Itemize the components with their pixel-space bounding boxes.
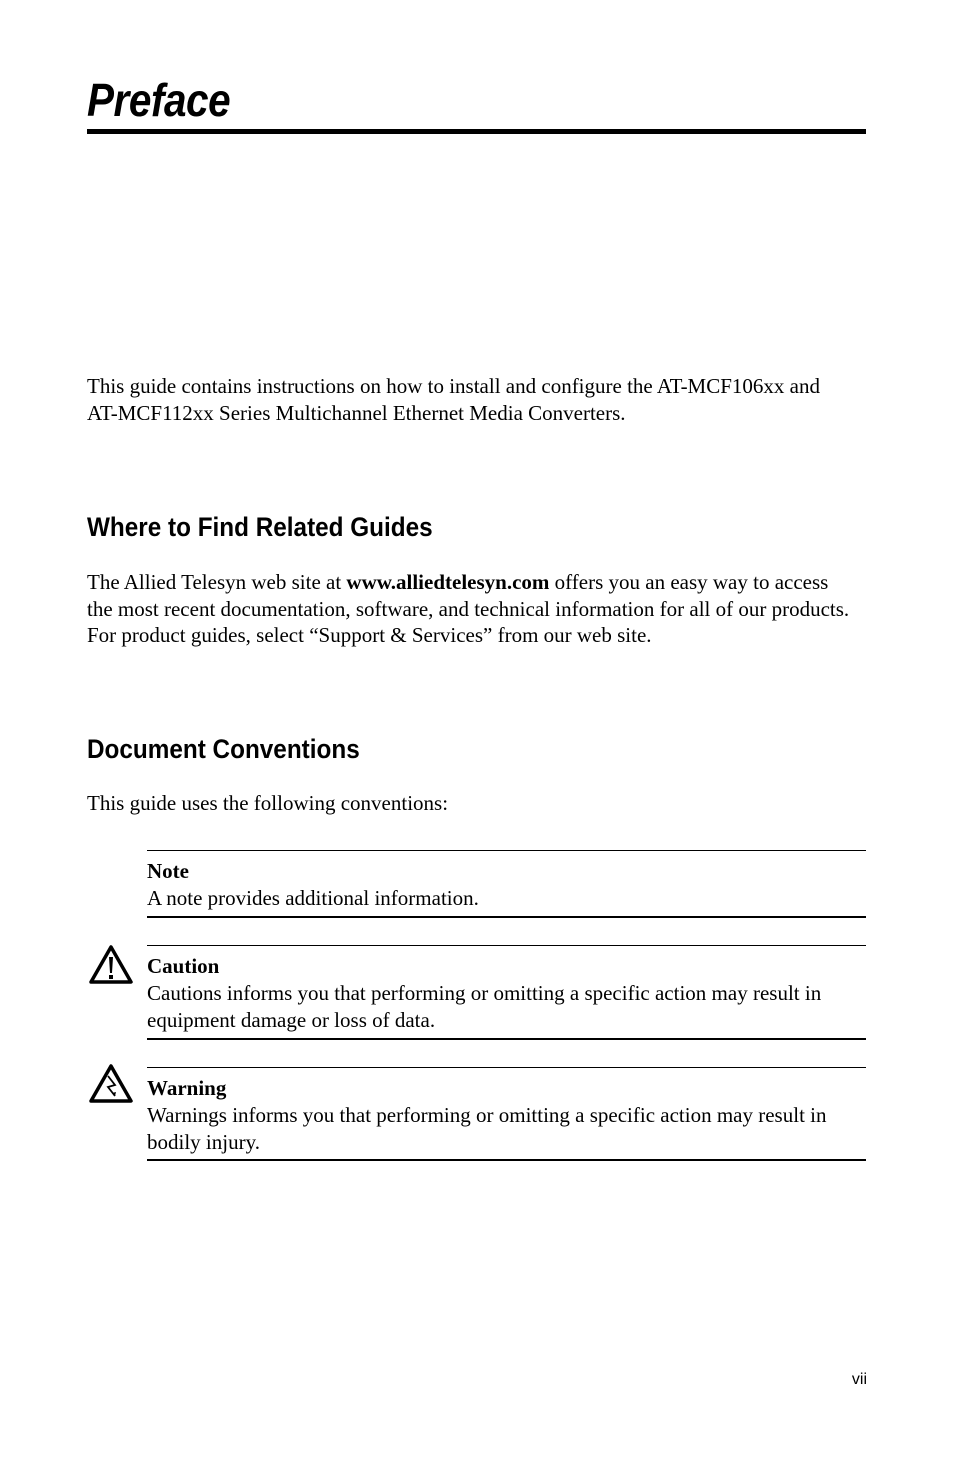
caution-box (147, 945, 866, 1040)
caution-triangle-icon (89, 945, 133, 985)
document-conventions-heading: Document Conventions (87, 734, 360, 764)
title-rule (87, 129, 866, 134)
related-guides-heading: Where to Find Related Guides (87, 512, 433, 542)
conventions-intro: This guide uses the following conventions: (87, 791, 449, 815)
note-body: A note provides additional information. (147, 886, 479, 910)
note-box (147, 850, 866, 918)
related-guides-paragraph (87, 569, 857, 649)
note-title: Note (147, 859, 189, 883)
warning-title: Warning (147, 1076, 227, 1100)
electrical-warning-icon (89, 1064, 133, 1104)
intro-paragraph: This guide contains instructions on how to install and configure the AT-MCF106xx and AT-MCF112xx Series Multichannel Ethernet Media Converters. (87, 374, 820, 425)
caution-body: Cautions informs you that performing or omitting a specific action may result in equipment damage or loss of data. (147, 981, 822, 1032)
related-guides-text-after: offers you an easy way to access the most recent documentation, software, and technical information for all of our products. For product guides, select “Support & Services” from our web site. (87, 570, 850, 647)
website-link[interactable]: www.alliedtelesyn.com (346, 570, 550, 594)
warning-box (147, 1067, 866, 1161)
page-number: vii (851, 1371, 867, 1388)
warning-body: Warnings informs you that performing or omitting a specific action may result in bodily injury. (147, 1103, 827, 1154)
caution-title: Caution (147, 954, 220, 978)
page-title: Preface (87, 74, 231, 126)
related-guides-text-before: The Allied Telesyn web site at (87, 570, 347, 594)
